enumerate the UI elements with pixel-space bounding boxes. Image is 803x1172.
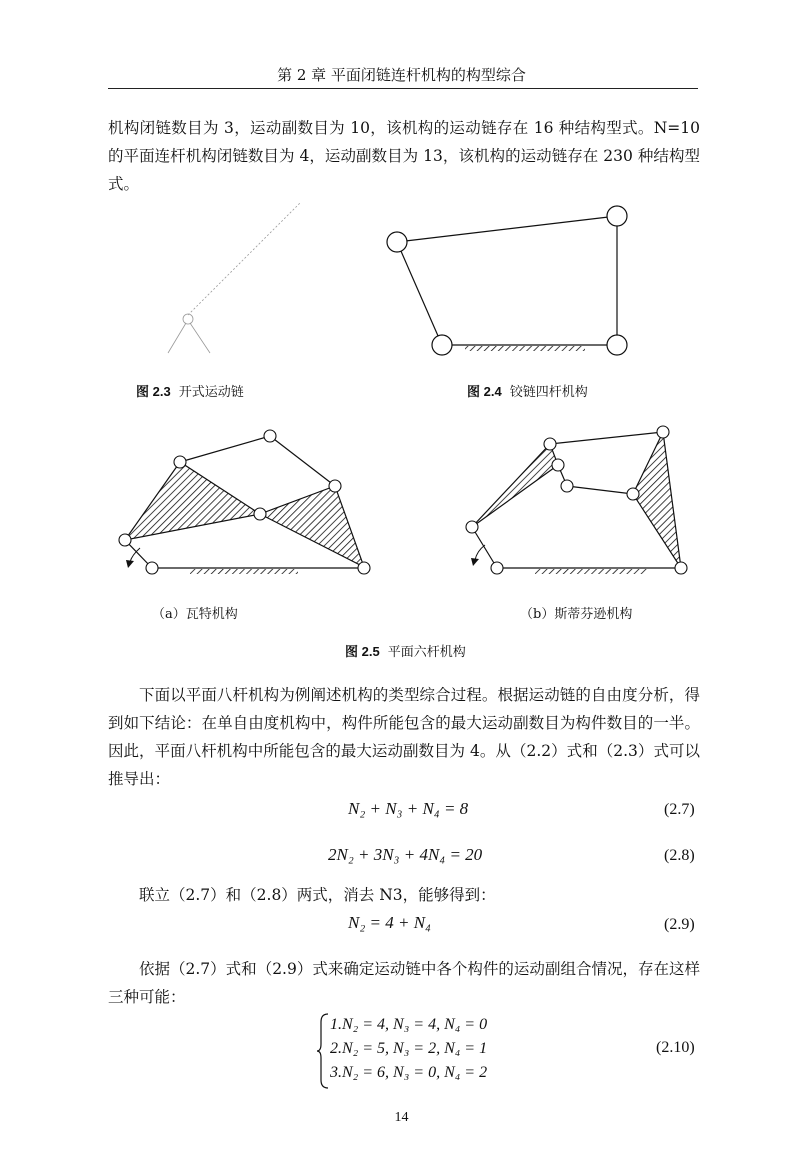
caption-fig-2-5a: （a）瓦特机构 xyxy=(152,607,238,622)
fig-title: 平面六杆机构 xyxy=(387,645,466,660)
fig-number: 图 2.5 xyxy=(345,644,380,659)
joint xyxy=(183,314,193,324)
fig-title: 开式运动链 xyxy=(178,385,244,400)
equation-number: (2.10) xyxy=(656,1039,695,1056)
ground-hatch xyxy=(190,569,298,574)
paragraph-cases: 依据（2.7）式和（2.9）式来确定运动链中各个构件的运动副组合情况，存在这样三种可能： xyxy=(108,960,700,1006)
joint xyxy=(607,335,627,355)
header-rule xyxy=(108,88,698,89)
joint xyxy=(146,562,158,574)
fig-number: 图 2.3 xyxy=(136,384,171,399)
ground-hatch xyxy=(535,569,647,574)
joint xyxy=(466,521,478,533)
joint xyxy=(358,562,370,574)
fig-number: 图 2.4 xyxy=(467,384,502,399)
equation-2-8: 2N₂ + 3N₃ + 4N₄ = 20 xyxy=(328,845,483,864)
joint xyxy=(264,430,276,442)
joint xyxy=(627,488,639,500)
figure-2-5a-watt xyxy=(110,420,385,595)
crank-link xyxy=(397,242,442,345)
link xyxy=(567,486,633,494)
ternary-link-left xyxy=(472,444,558,527)
link xyxy=(180,436,270,462)
figure-2-3-open-chain xyxy=(160,195,310,360)
joint xyxy=(544,438,556,450)
equation-number: (2.8) xyxy=(664,847,695,864)
joint xyxy=(254,508,266,520)
rotation-arrow xyxy=(475,545,485,560)
ground-hatch xyxy=(465,346,585,351)
caption-fig-2-5b: （b）斯蒂芬逊机构 xyxy=(520,607,633,622)
arrow-head xyxy=(126,560,134,568)
ternary-link-left xyxy=(125,462,260,540)
joint xyxy=(387,232,407,252)
joint xyxy=(329,480,341,492)
equation-number: (2.7) xyxy=(664,801,695,818)
paragraph-combine: 联立（2.7）和（2.8）两式，消去 N3，能够得到： xyxy=(139,886,496,904)
page-number: 14 xyxy=(394,1110,409,1125)
base-leg-left xyxy=(168,323,186,353)
base-leg-right xyxy=(190,323,210,353)
joint xyxy=(119,534,131,546)
caption-fig-2-4 xyxy=(467,381,588,400)
paragraph-synthesis: 下面以平面八杆机构为例阐述机构的类型综合过程。根据运动链的自由度分析，得到如下结论：在单自由度机构中，构件所能包含的最大运动副数目为构件数目的一半。因此，平面八杆机构中所能包含的最大运动副数目为 4。从（2.2）式和（2.3）式可以推导出： xyxy=(108,686,700,788)
left-brace xyxy=(316,1012,330,1090)
link-line xyxy=(188,203,300,315)
joint xyxy=(607,206,627,226)
figure-2-4-four-bar xyxy=(380,200,640,360)
case-line: 2.N₂ = 5, N₃ = 2, N₄ = 1 xyxy=(330,1040,488,1057)
joint xyxy=(552,459,564,471)
equation-2-7: N₂ + N₃ + N₄ = 8 xyxy=(348,799,469,818)
caption-fig-2-5 xyxy=(345,641,466,660)
ternary-link-right xyxy=(260,486,364,567)
joint xyxy=(491,562,503,574)
case-line: 3.N₂ = 6, N₃ = 0, N₄ = 2 xyxy=(330,1064,488,1081)
equation-number: (2.9) xyxy=(664,916,695,933)
running-header: 第 2 章 平面闭链连杆机构的构型综合 xyxy=(277,66,526,84)
arrow-head xyxy=(471,558,479,566)
joint xyxy=(174,456,186,468)
joint xyxy=(561,480,573,492)
joint xyxy=(432,335,452,355)
case-line: 1.N₂ = 4, N₃ = 4, N₄ = 0 xyxy=(330,1016,488,1033)
link xyxy=(270,436,335,486)
coupler-link xyxy=(397,216,617,242)
link xyxy=(550,432,663,444)
joint xyxy=(657,426,669,438)
joint xyxy=(675,562,687,574)
equation-2-10-cases xyxy=(330,1013,487,1085)
fig-title: 铰链四杆机构 xyxy=(509,385,588,400)
paragraph-intro: 机构闭链数目为 3，运动副数目为 10，该机构的运动链存在 16 种结构型式。N=10 的平面连杆机构闭链数目为 4，运动副数目为 13，该机构的运动链存在 230 种结构型式。 xyxy=(108,119,700,193)
equation-2-9: N₂ = 4 + N₄ xyxy=(348,913,431,932)
caption-fig-2-3 xyxy=(136,381,244,400)
ternary-link-right xyxy=(633,432,681,568)
figure-2-5b-stephenson xyxy=(455,420,695,595)
